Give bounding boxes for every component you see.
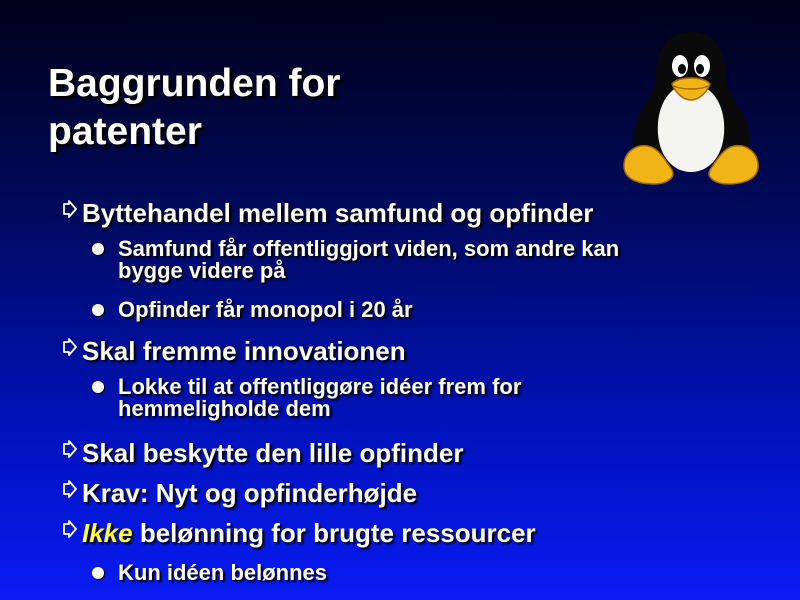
- dot-icon: [92, 381, 104, 393]
- bullet-byttehandel: [60, 198, 593, 228]
- arrow-right-outline-icon: [60, 338, 82, 356]
- bullet-text: Byttehandel mellem samfund og opfinder: [82, 198, 594, 228]
- subbullet-text-line-1: Lokke til at offentliggøre idéer frem for: [118, 374, 522, 399]
- subbullet-text-line-2: hemmeligholde dem: [118, 396, 331, 421]
- subbullet-text-line-2: bygge videre på: [118, 258, 286, 283]
- dot-icon: [92, 243, 104, 255]
- subbullet-text-line-1: Samfund får offentliggjort viden, som andre kan: [118, 236, 620, 261]
- emphasis-text: Ikke: [82, 518, 133, 548]
- dot-icon: [92, 304, 104, 316]
- bullet-text: Krav: Nyt og opfinderhøjde: [82, 478, 418, 508]
- arrow-right-outline-icon: [60, 440, 82, 458]
- subbullet-text: Opfinder får monopol i 20 år: [118, 297, 413, 322]
- bullet-innovation: [60, 336, 406, 366]
- bullet-text: Skal fremme innovationen: [82, 336, 406, 366]
- bullet-text: Skal beskytte den lille opfinder: [82, 438, 464, 468]
- bullet-belonning: [60, 518, 536, 548]
- title-line-1: Baggrunden for: [48, 62, 341, 105]
- dot-icon: [92, 567, 104, 579]
- title-line-2: patenter: [48, 110, 202, 153]
- subbullet-text: Kun idéen belønnes: [118, 560, 328, 585]
- arrow-right-outline-icon: [60, 200, 82, 218]
- arrow-right-outline-icon: [60, 520, 82, 538]
- slide-title: [48, 60, 568, 156]
- tux-penguin-icon: [616, 26, 766, 188]
- bullet-text: belønning for brugte ressourcer: [132, 518, 536, 548]
- arrow-right-outline-icon: [60, 480, 82, 498]
- bullet-beskytte: [60, 438, 463, 468]
- bullet-krav: [60, 478, 417, 508]
